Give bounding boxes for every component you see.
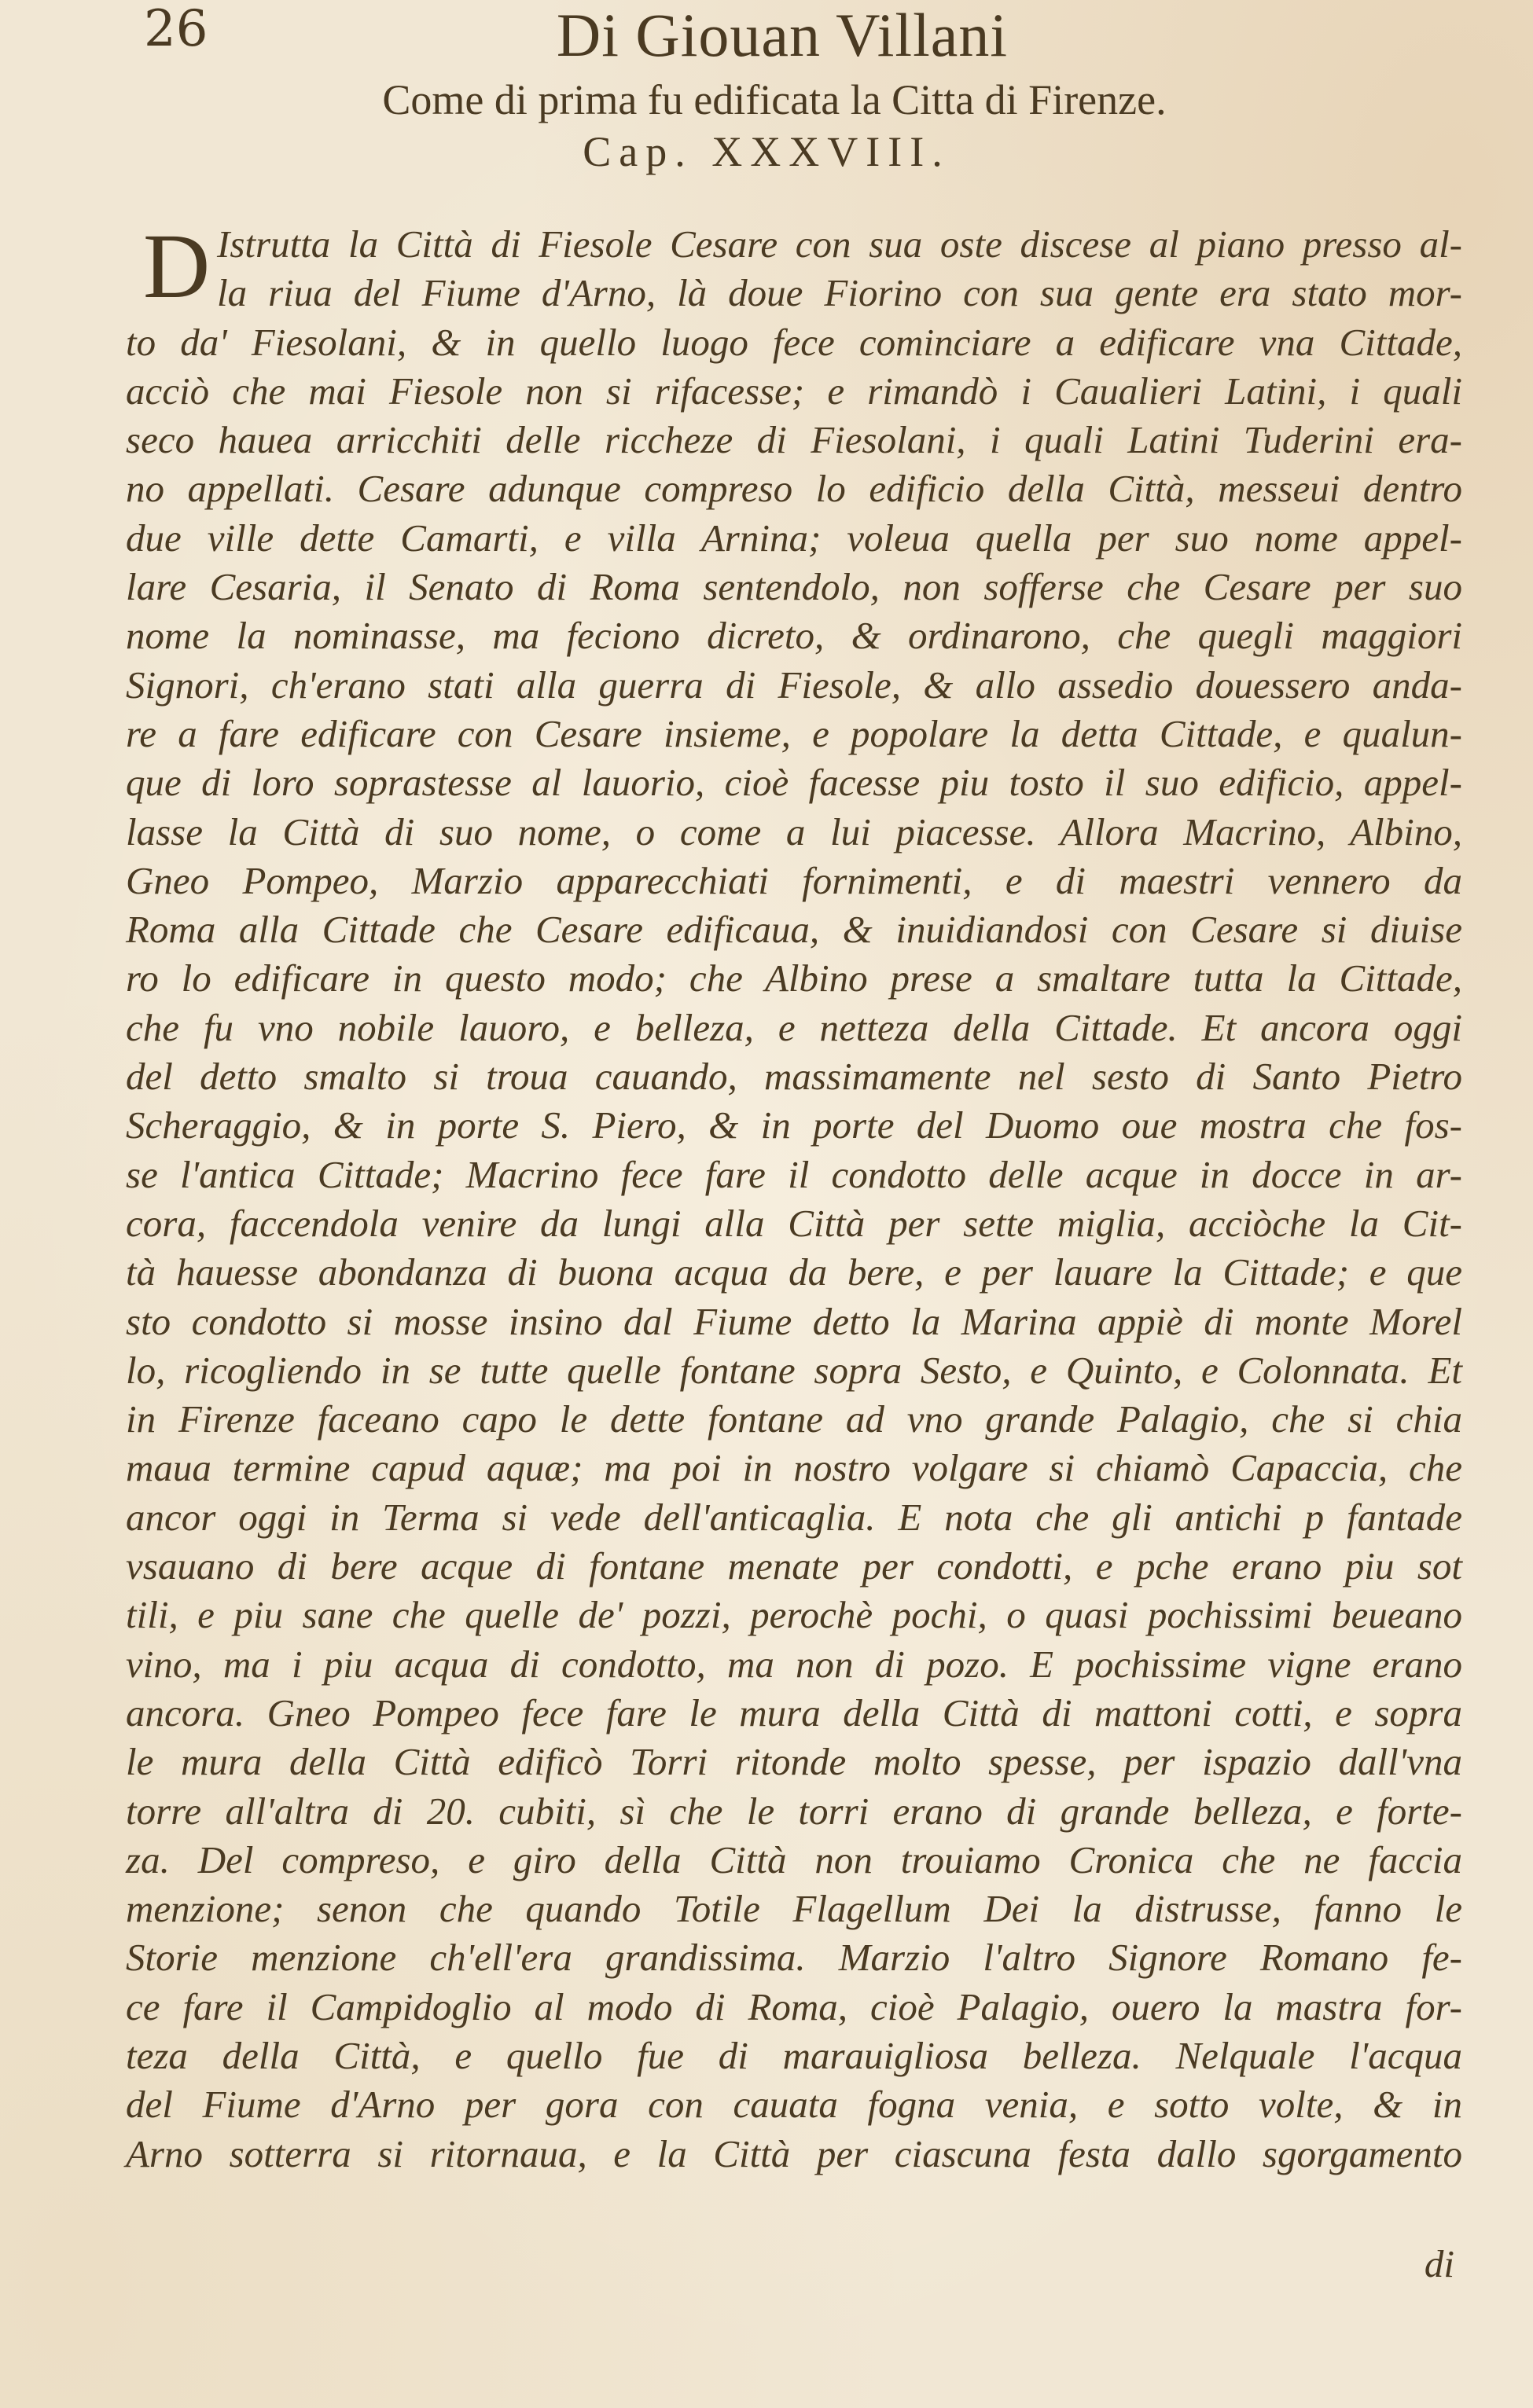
text-line: tili, e piu sane che quelle de' pozzi, perochè pochi, o quasi pochissimi beueano: [126, 1593, 1462, 1637]
text-line: due ville dette Camarti, e villa Arnina; voleua quella per suo nome appel-: [126, 516, 1462, 560]
text-line: le mura della Città edificò Torri ritonde molto spesse, per ispazio dall'vna: [126, 1740, 1462, 1784]
text-line: ce fare il Campidoglio al modo di Roma, cioè Palagio, ouero la mastra for-: [126, 1984, 1462, 2028]
text-line: Storie menzione ch'ell'era grandissima. Marzio l'altro Signore Romano fe-: [126, 1936, 1462, 1980]
text-line: to da' Fiesolani, & in quello luogo fece cominciare a edificare vna Cittade,: [126, 320, 1462, 364]
text-line: lo, ricogliendo in se tutte quelle fontane sopra Sesto, e Quinto, e Colonnata. Et: [126, 1348, 1462, 1392]
chapter-title: Come di prima fu edificata la Citta di Firenze.: [382, 76, 1167, 123]
text-line: ro lo edificare in questo modo; che Albino prese a smaltare tutta la Cittade,: [126, 956, 1462, 1000]
page-number: 26: [144, 0, 208, 58]
text-line: Gneo Pompeo, Marzio apparecchiati fornimenti, e di maestri vennero da: [126, 858, 1462, 902]
text-line: ancor oggi in Terma si vede dell'anticaglia. E nota che gli antichi p fantade: [126, 1495, 1462, 1539]
text-line: del Fiume d'Arno per gora con cauata fogna venia, e sotto volte, & in: [126, 2083, 1462, 2127]
text-line: la riua del Fiume d'Arno, là doue Fiorino con sua gente era stato mor-: [217, 271, 1462, 315]
text-line: acciò che mai Fiesole non si rifacesse; e rimandò i Caualieri Latini, i quali: [126, 369, 1462, 413]
text-line: del detto smalto si troua cauando, massimamente nel sesto di Santo Pietro: [126, 1055, 1462, 1099]
text-line: Signori, ch'erano stati alla guerra di Fiesole, & allo assedio douessero anda-: [126, 663, 1462, 707]
text-line: za. Del compreso, e giro della Città non trouiamo Cronica che ne faccia: [126, 1837, 1462, 1881]
text-line: vino, ma i piu acqua di condotto, ma non di pozo. E pochissime vigne erano: [126, 1642, 1462, 1686]
text-line: che fu vno nobile lauoro, e belleza, e netteza della Cittade. Et ancora oggi: [126, 1005, 1462, 1049]
text-line: menzione; senon che quando Totile Flagellum Dei la distrusse, fanno le: [126, 1887, 1462, 1931]
text-line: teza della Città, e quello fue di marauigliosa belleza. Nelquale l'acqua: [126, 2033, 1462, 2077]
text-line: se l'antica Cittade; Macrino fece fare il condotto delle acque in docce in ar-: [126, 1152, 1462, 1196]
chapter-number: Cap. XXXVIII.: [583, 128, 950, 175]
text-line: ancora. Gneo Pompeo fece fare le mura della Città di mattoni cotti, e sopra: [126, 1690, 1462, 1734]
text-line: maua termine capud aquæ; ma poi in nostro volgare si chiamò Capaccia, che: [126, 1446, 1462, 1490]
text-line: sto condotto si mosse insino dal Fiume detto la Marina appiè di monte Morel: [126, 1299, 1462, 1343]
catchword: di: [1424, 2242, 1454, 2285]
text-line: tà hauesse abondanza di buona acqua da bere, e per lauare la Cittade; e que: [126, 1250, 1462, 1294]
text-line: nome la nominasse, ma feciono dicreto, & ordinarono, che quegli maggiori: [126, 614, 1462, 658]
text-line: torre all'altra di 20. cubiti, sì che le torri erano di grande belleza, e forte-: [126, 1789, 1462, 1833]
text-line: que di loro soprastesse al lauorio, cioè facesse piu tosto il suo edificio, appel-: [126, 761, 1462, 805]
running-head: Di Giouan Villani: [556, 1, 1009, 69]
text-line: in Firenze faceano capo le dette fontane ad vno grande Palagio, che si chia: [126, 1397, 1462, 1441]
text-line: cora, faccendola venire da lungi alla Città per sette miglia, acciòche la Cit-: [126, 1201, 1462, 1245]
text-line: no appellati. Cesare adunque compreso lo edificio della Città, messeui dentro: [126, 467, 1462, 511]
text-line: re a fare edificare con Cesare insieme, e popolare la detta Cittade, e qualun-: [126, 711, 1462, 755]
text-line: vsauano di bere acque di fontane menate per condotti, e pche erano piu sot: [126, 1544, 1462, 1588]
text-line: seco hauea arricchiti delle riccheze di Fiesolani, i quali Latini Tuderini era-: [126, 418, 1462, 462]
text-line: lare Cesaria, il Senato di Roma sentendolo, non sofferse che Cesare per suo: [126, 565, 1462, 609]
text-line: Roma alla Cittade che Cesare edificaua, & inuidiandosi con Cesare si diuise: [126, 908, 1462, 952]
text-line: Scheraggio, & in porte S. Piero, & in porte del Duomo oue mostra che fos-: [126, 1103, 1462, 1147]
text-line: Arno sotterra si ritornaua, e la Città per ciascuna festa dallo sgorgamento: [126, 2131, 1462, 2175]
drop-cap: D: [143, 215, 211, 318]
body-text: [126, 215, 1462, 2179]
text-line: Istrutta la Città di Fiesole Cesare con sua oste discese al piano presso al-: [217, 222, 1462, 266]
text-line: lasse la Città di suo nome, o come a lui piacesse. Allora Macrino, Albino,: [126, 809, 1462, 853]
